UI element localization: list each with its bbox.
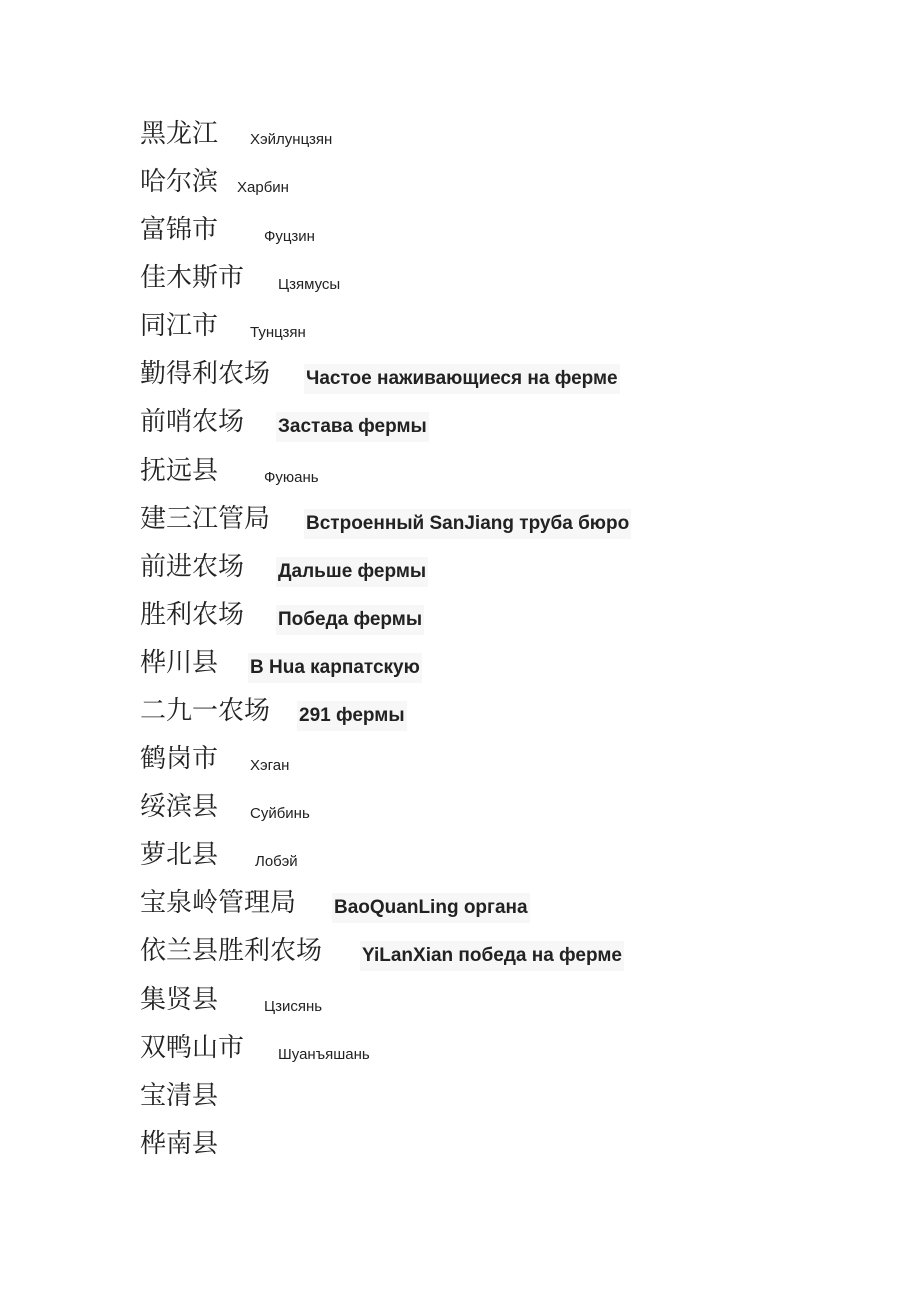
russian-translation: Частое наживающиеся на ферме xyxy=(304,364,620,394)
russian-translation: Суйбинь xyxy=(250,805,310,822)
chinese-place-name: 抚远县 xyxy=(140,456,219,486)
chinese-place-name: 二九一农场 xyxy=(140,696,271,726)
chinese-place-name: 双鸭山市 xyxy=(140,1033,245,1063)
list-item xyxy=(0,839,920,887)
chinese-place-name: 富锦市 xyxy=(140,215,219,245)
list-item xyxy=(0,695,920,743)
list-item xyxy=(0,935,920,983)
chinese-place-name: 前进农场 xyxy=(140,552,245,582)
chinese-place-name: 哈尔滨 xyxy=(140,167,219,197)
russian-translation: Хэган xyxy=(250,757,290,774)
list-item xyxy=(0,118,920,166)
chinese-place-name: 桦南县 xyxy=(140,1129,219,1159)
chinese-place-name: 胜利农场 xyxy=(140,600,245,630)
chinese-place-name: 集贤县 xyxy=(140,985,219,1015)
list-item xyxy=(0,743,920,791)
list-item xyxy=(0,358,920,406)
chinese-place-name: 建三江管局 xyxy=(140,504,271,534)
chinese-place-name: 黑龙江 xyxy=(140,119,219,149)
russian-translation: Цзисянь xyxy=(264,998,323,1015)
chinese-place-name: 鹤岗市 xyxy=(140,744,219,774)
russian-translation: Харбин xyxy=(237,179,289,196)
list-item xyxy=(0,1080,920,1128)
list-item xyxy=(0,599,920,647)
chinese-place-name: 桦川县 xyxy=(140,648,219,678)
russian-translation: 291 фермы xyxy=(297,701,407,731)
chinese-place-name: 前哨农场 xyxy=(140,407,245,437)
list-item xyxy=(0,887,920,935)
list-item xyxy=(0,551,920,599)
russian-translation: Дальше фермы xyxy=(276,557,428,587)
list-item xyxy=(0,647,920,695)
chinese-place-name: 绥滨县 xyxy=(140,792,219,822)
list-item xyxy=(0,1128,920,1176)
chinese-place-name: 宝清县 xyxy=(140,1081,219,1111)
list-item xyxy=(0,166,920,214)
list-item xyxy=(0,455,920,503)
list-item xyxy=(0,406,920,454)
list-item xyxy=(0,310,920,358)
chinese-place-name: 依兰县胜利农场 xyxy=(140,936,323,966)
chinese-place-name: 萝北县 xyxy=(140,840,219,870)
list-item xyxy=(0,984,920,1032)
russian-translation: Победа фермы xyxy=(276,605,424,635)
russian-translation: Встроенный SanJiang труба бюро xyxy=(304,509,631,539)
russian-translation: Цзямусы xyxy=(278,276,341,293)
russian-translation: Фуцзин xyxy=(264,228,315,245)
russian-translation: Хэйлунцзян xyxy=(250,131,333,148)
russian-translation: BaoQuanLing органа xyxy=(332,893,530,923)
chinese-place-name: 勤得利农场 xyxy=(140,359,271,389)
chinese-place-name: 宝泉岭管理局 xyxy=(140,888,297,918)
list-item xyxy=(0,214,920,262)
chinese-place-name: 佳木斯市 xyxy=(140,263,245,293)
russian-translation: В Hua карпатскую xyxy=(248,653,422,683)
list-item xyxy=(0,791,920,839)
list-item xyxy=(0,503,920,551)
russian-translation: YiLanXian победа на ферме xyxy=(360,941,624,971)
russian-translation: Тунцзян xyxy=(250,324,306,341)
russian-translation: Застава фермы xyxy=(276,412,429,442)
list-item xyxy=(0,262,920,310)
russian-translation: Шуанъяшань xyxy=(278,1046,370,1063)
russian-translation: Фуюань xyxy=(264,469,319,486)
russian-translation: Лобэй xyxy=(255,853,298,870)
chinese-place-name: 同江市 xyxy=(140,311,219,341)
list-item xyxy=(0,1032,920,1080)
